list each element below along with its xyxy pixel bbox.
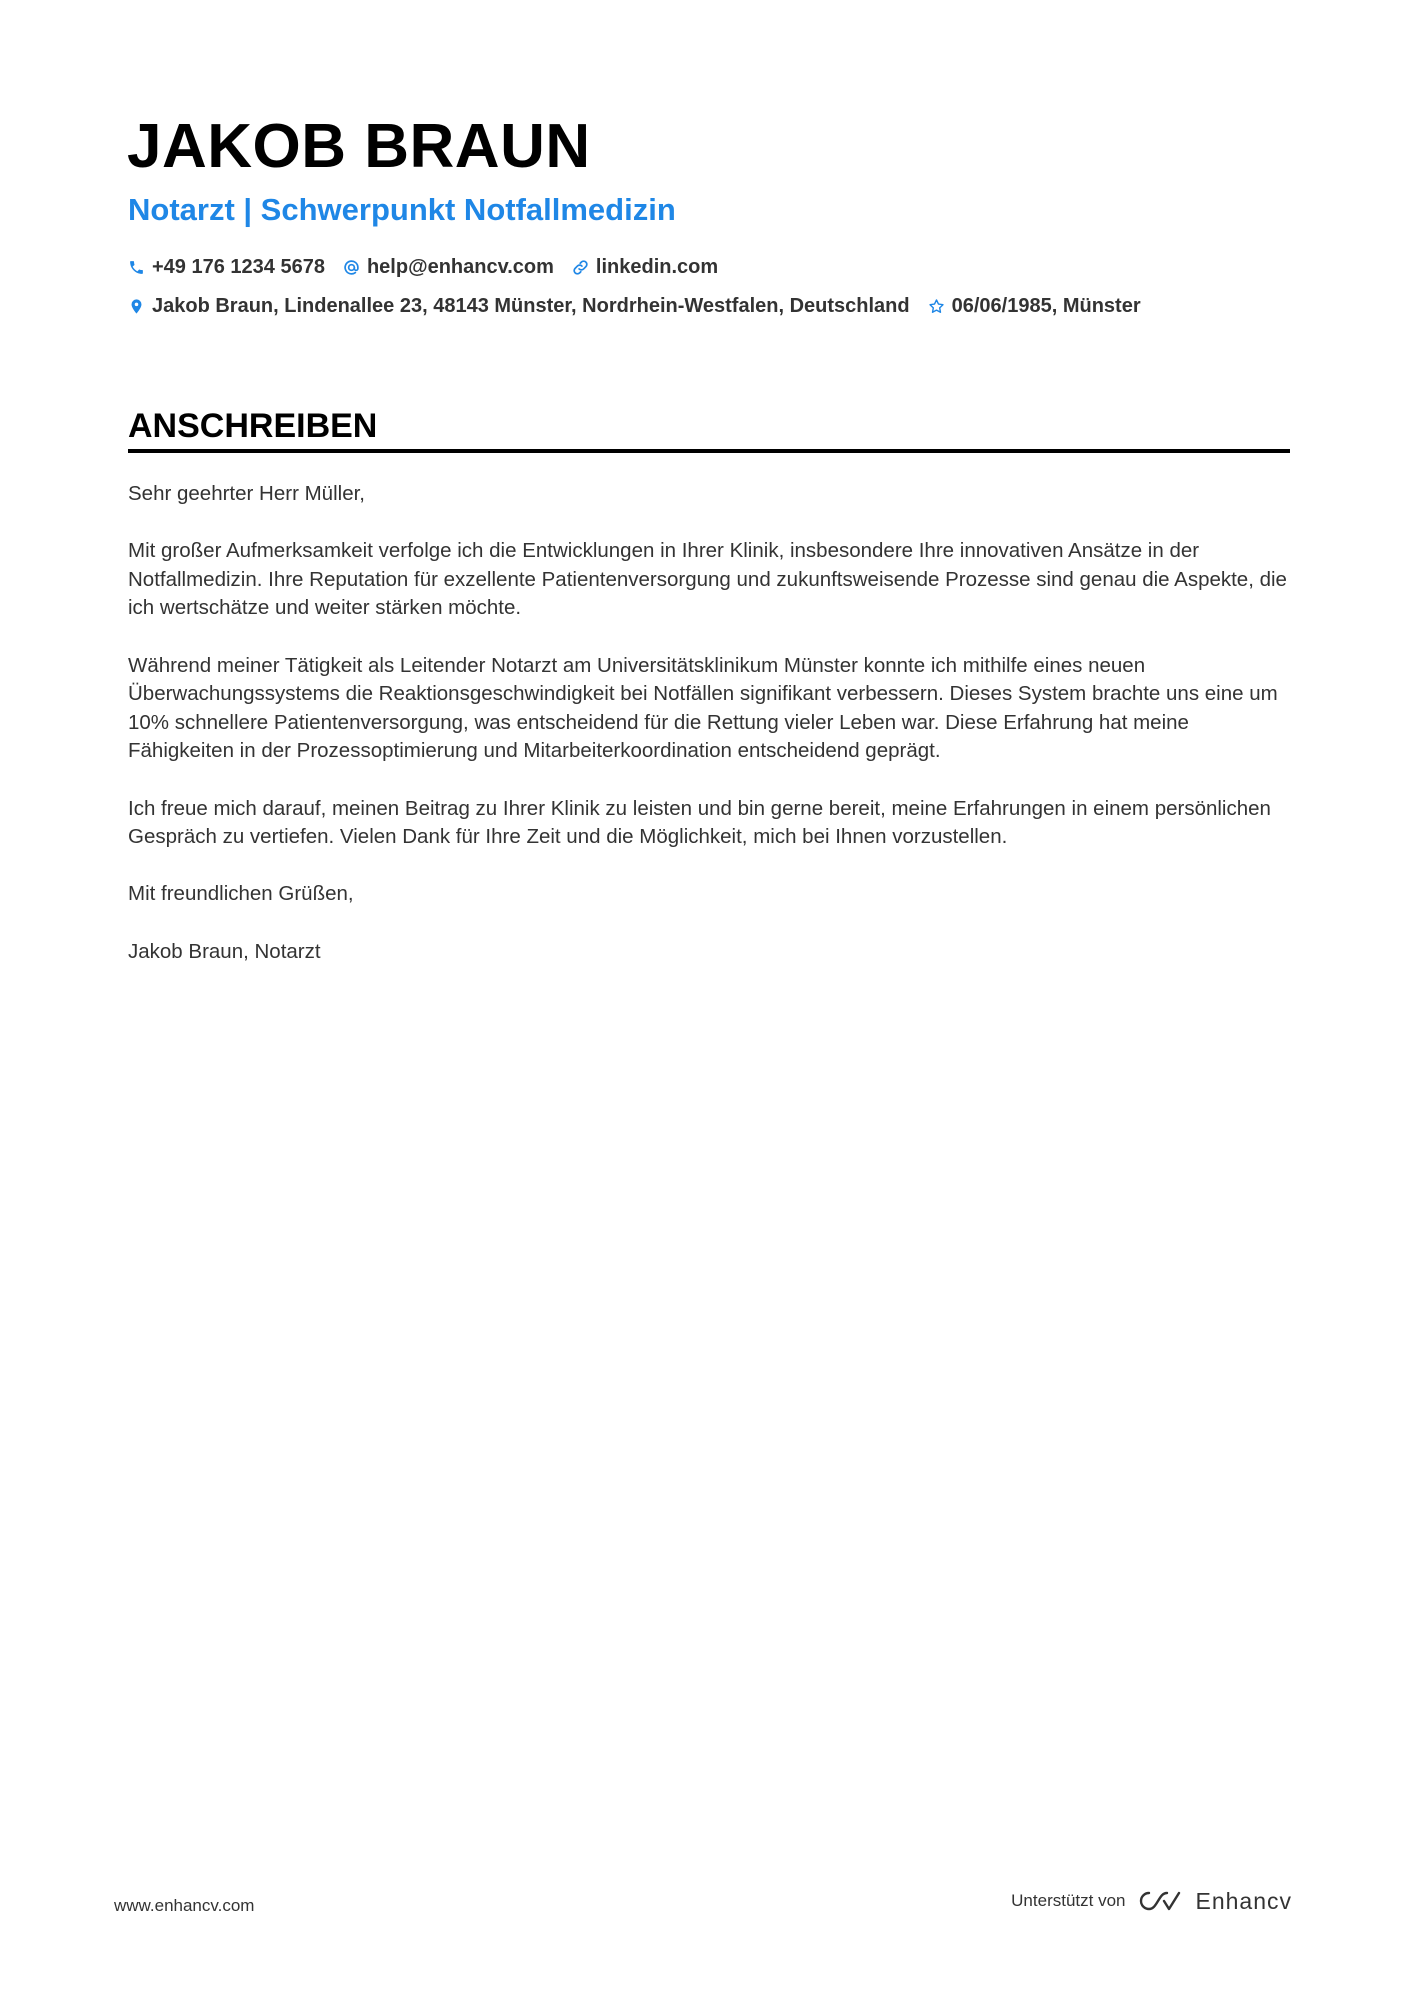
candidate-title: Notarzt | Schwerpunkt Notfallmedizin bbox=[128, 192, 676, 227]
at-icon bbox=[343, 259, 360, 276]
letter-body bbox=[128, 480, 1290, 995]
letter-paragraph: Während meiner Tätigkeit als Leitender Notarzt am Universitätsklinikum Münster konnte ich mithilfe eines neuen Überwachungssystems die Reaktionsgeschwindigkeit bei Notfällen signifikant verbessern. Dieses System brachte uns eine um 10% schnellere Patientenversorgung, was entscheidend für die Rettung vieler Leben war. Diese Erfahrung hat meine Fähigkeiten in der Prozessoptimierung und Mitarbeiterkoordination entscheidend geprägt. bbox=[128, 653, 1278, 763]
birth-text: 06/06/1985, Münster bbox=[951, 295, 1141, 317]
location-pin-icon bbox=[128, 298, 145, 315]
contact-email[interactable] bbox=[343, 253, 554, 281]
letter-closing: Mit freundlichen Grüßen, bbox=[128, 882, 354, 906]
powered-by-label: Unterstützt von bbox=[1011, 1891, 1126, 1910]
link-icon bbox=[572, 259, 589, 276]
powered-by[interactable] bbox=[1011, 1888, 1292, 1914]
phone-text: +49 176 1234 5678 bbox=[152, 256, 325, 278]
contact-linkedin[interactable] bbox=[572, 253, 718, 281]
email-text: help@enhancv.com bbox=[366, 256, 554, 278]
footer-website-link[interactable]: www.enhancv.com bbox=[114, 1896, 255, 1915]
section-divider bbox=[128, 449, 1290, 453]
candidate-name: JAKOB BRAUN bbox=[127, 112, 591, 181]
enhancv-logo-icon bbox=[1137, 1888, 1183, 1914]
contact-birth bbox=[928, 292, 1141, 320]
letter-signature: Jakob Braun, Notarzt bbox=[128, 939, 321, 963]
contact-phone[interactable] bbox=[128, 253, 325, 281]
phone-icon bbox=[128, 259, 145, 276]
contact-row-secondary bbox=[128, 292, 1159, 320]
letter-paragraph: Mit großer Aufmerksamkeit verfolge ich die Entwicklungen in Ihrer Klinik, insbesondere Ihre innovativen Ansätze in der Notfallmedizin. Ihre Reputation für exzellente Patientenversorgung und zukunftsweisende Prozesse sind genau die Aspekte, die ich wertschätze und weiter stärken möchte. bbox=[128, 539, 1287, 620]
star-icon bbox=[928, 298, 945, 315]
enhancv-brand-name: Enhancv bbox=[1195, 1888, 1292, 1914]
section-title: ANSCHREIBEN bbox=[128, 407, 378, 445]
address-text: Jakob Braun, Lindenallee 23, 48143 Münster, Nordrhein-Westfalen, Deutschland bbox=[152, 295, 910, 317]
letter-salutation: Sehr geehrter Herr Müller, bbox=[128, 482, 365, 505]
contact-row-primary bbox=[128, 253, 736, 281]
linkedin-text: linkedin.com bbox=[595, 256, 719, 278]
letter-paragraph: Ich freue mich darauf, meinen Beitrag zu Ihrer Klinik zu leisten und bin gerne bereit, meine Erfahrungen in einem persönlichen Gespräch zu vertiefen. Vielen Dank für Ihre Zeit und die Möglichkeit, mich bei Ihnen vorzustellen. bbox=[128, 796, 1271, 849]
contact-address bbox=[128, 292, 910, 320]
